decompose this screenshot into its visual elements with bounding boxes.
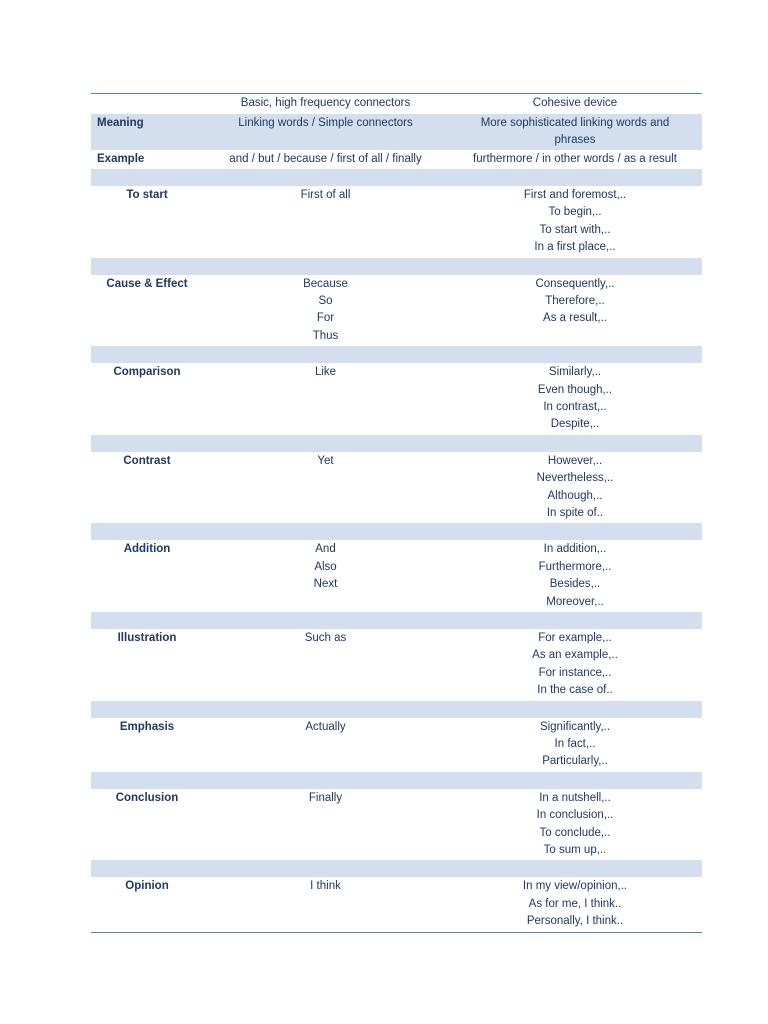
- spacer-row: [91, 772, 702, 789]
- meaning-cohesive: [448, 115, 702, 150]
- basic-connector: So: [318, 295, 333, 307]
- example-row: [91, 150, 702, 169]
- basic-connector: First of all: [300, 189, 351, 201]
- cohesive-devices-cell: [448, 364, 702, 435]
- cohesive-device: Personally, I think..: [526, 915, 624, 928]
- category-row: [91, 629, 702, 701]
- cohesive-device: However,..: [547, 454, 603, 467]
- basic-connectors-cell: [203, 541, 448, 612]
- meaning-row: [91, 114, 702, 150]
- spacer-row: [91, 435, 702, 452]
- header-basic-connectors: Basic, high frequency connectors: [240, 97, 411, 109]
- category-row: [91, 186, 702, 258]
- basic-connector: Actually: [305, 720, 346, 733]
- basic-connectors-cell: [203, 878, 448, 931]
- cohesive-device: In the case of..: [537, 684, 613, 697]
- cohesive-device: As an example,..: [532, 649, 618, 662]
- cohesive-devices-cell: [448, 276, 702, 347]
- cohesive-device: Although,..: [547, 489, 603, 502]
- category-rows: [91, 169, 702, 932]
- example-basic: and / but / because / first of all / finally: [229, 153, 422, 165]
- cohesive-device: Despite,..: [550, 418, 600, 431]
- cohesive-device: Significantly,..: [539, 720, 611, 733]
- table-header-row: [91, 94, 702, 114]
- cohesive-device: To conclude,..: [539, 826, 611, 839]
- cohesive-device: To start with,..: [539, 223, 611, 236]
- basic-connector: Like: [314, 366, 337, 379]
- spacer-row: [91, 523, 702, 540]
- category-name: Cause & Effect: [106, 277, 188, 290]
- cohesive-device: For example,..: [538, 631, 612, 644]
- cohesive-device: First and foremost,..: [523, 189, 627, 201]
- header-col-1: [91, 95, 203, 114]
- category-row: [91, 452, 702, 524]
- cohesive-device: Similarly,..: [548, 366, 602, 379]
- cohesive-device: As a result,..: [543, 312, 607, 325]
- cohesive-device: For instance,..: [538, 666, 612, 679]
- cohesive-device: In my view/opinion,..: [522, 880, 628, 893]
- basic-connectors-cell: [203, 790, 448, 861]
- meaning-cohesive-line: phrases: [554, 134, 596, 147]
- cohesive-device: In a first place,..: [534, 241, 616, 254]
- basic-connector: Finally: [308, 791, 343, 804]
- basic-connector: Yet: [317, 454, 334, 467]
- category-name: Contrast: [123, 454, 171, 467]
- cohesive-device: To sum up,..: [543, 843, 607, 856]
- cohesive-devices-cell: [448, 719, 702, 772]
- cohesive-device: As for me, I think..: [528, 897, 622, 910]
- meaning-label: Meaning: [97, 117, 144, 129]
- spacer-row: [91, 701, 702, 718]
- basic-connectors-cell: [203, 453, 448, 524]
- cohesive-devices-cell: [448, 453, 702, 524]
- meaning-basic: Linking words / Simple connectors: [238, 117, 413, 129]
- header-cohesive-device: Cohesive device: [532, 97, 618, 109]
- spacer-row: [91, 169, 702, 186]
- cohesive-devices-cell: [448, 790, 702, 861]
- cohesive-devices-cell: [448, 541, 702, 612]
- spacer-row: [91, 860, 702, 877]
- cohesive-device: In spite of..: [546, 507, 604, 519]
- cohesive-device: Particularly,..: [542, 755, 608, 768]
- basic-connector: Such as: [304, 631, 347, 644]
- basic-connectors-cell: [203, 630, 448, 701]
- basic-connectors-cell: [203, 276, 448, 347]
- basic-connectors-cell: [203, 187, 448, 258]
- example-cohesive: furthermore / in other words / as a result: [473, 153, 677, 165]
- category-row: [91, 789, 702, 861]
- category-row: [91, 877, 702, 931]
- spacer-row: [91, 612, 702, 629]
- spacer-row: [91, 346, 702, 363]
- basic-connector: Thus: [312, 329, 339, 342]
- category-name: Illustration: [117, 631, 177, 644]
- basic-connector: Also: [314, 560, 337, 573]
- basic-connector: For: [316, 312, 335, 325]
- basic-connector: Next: [313, 578, 338, 591]
- category-row: [91, 540, 702, 612]
- basic-connector: I think: [310, 880, 341, 893]
- spacer-row: [91, 258, 702, 275]
- category-row: [91, 275, 702, 347]
- cohesive-device: In addition,..: [543, 543, 607, 556]
- cohesive-device: Moreover,..: [546, 595, 604, 608]
- category-row: [91, 363, 702, 435]
- category-name: Addition: [123, 543, 171, 556]
- cohesive-device: Furthermore,..: [538, 560, 612, 573]
- basic-connector: And: [315, 543, 336, 556]
- cohesive-device: To begin,..: [548, 206, 602, 219]
- cohesive-device: Consequently,..: [535, 277, 615, 290]
- cohesive-devices-cell: [448, 630, 702, 701]
- cohesive-device: In contrast,..: [543, 401, 607, 413]
- category-name: Emphasis: [119, 720, 175, 733]
- category-row: [91, 718, 702, 772]
- cohesive-device: Therefore,..: [545, 295, 605, 307]
- basic-connectors-cell: [203, 364, 448, 435]
- cohesive-device: Even though,..: [537, 383, 613, 396]
- cohesive-device: Besides,..: [549, 578, 601, 591]
- cohesive-device: In a nutshell,..: [539, 791, 611, 804]
- basic-connector: Because: [303, 277, 348, 290]
- category-name: Opinion: [125, 880, 169, 893]
- cohesive-device: Nevertheless,..: [536, 472, 614, 485]
- basic-connectors-cell: [203, 719, 448, 772]
- meaning-cohesive-line: More sophisticated linking words and: [480, 117, 670, 129]
- connectors-table: [91, 93, 702, 933]
- category-name: To start: [126, 189, 168, 201]
- category-name: Comparison: [113, 366, 181, 379]
- category-name: Conclusion: [115, 791, 179, 804]
- example-label: Example: [97, 153, 145, 165]
- cohesive-device: In conclusion,..: [536, 809, 614, 822]
- cohesive-devices-cell: [448, 187, 702, 258]
- cohesive-devices-cell: [448, 878, 702, 931]
- cohesive-device: In fact,..: [554, 737, 596, 750]
